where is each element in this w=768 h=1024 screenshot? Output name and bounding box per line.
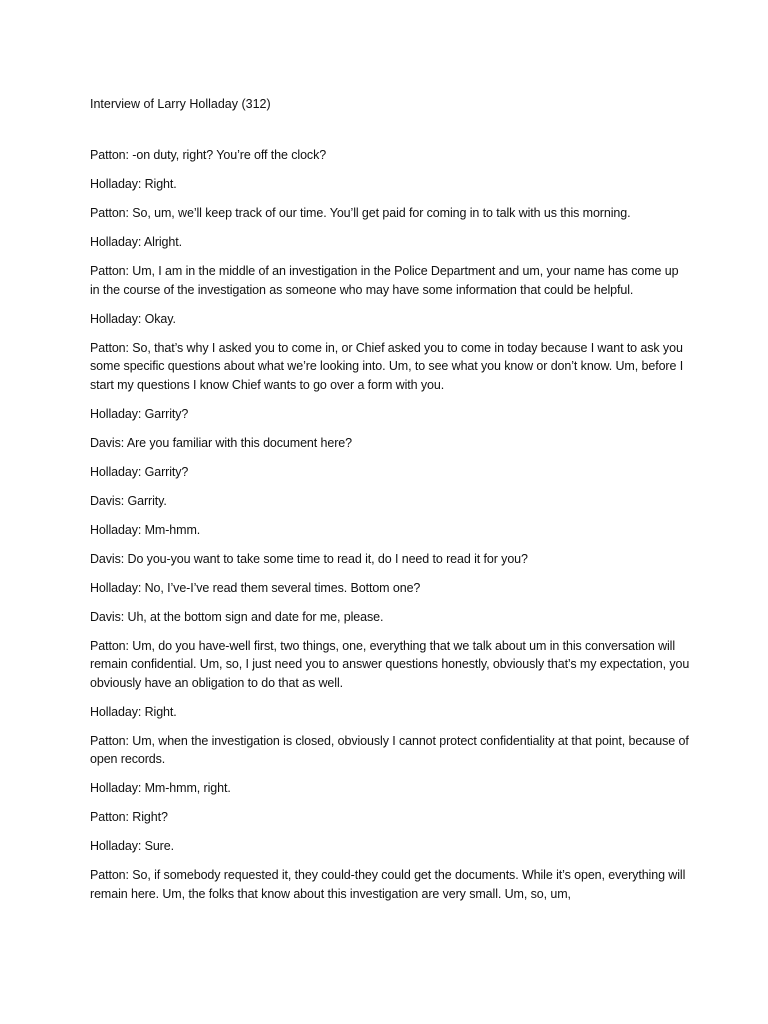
speaker-name: Holladay : [90,781,145,795]
speaker-name: Holladay : [90,177,145,191]
speaker-name: Davis : [90,436,127,450]
utterance-text: Alright. [143,235,183,249]
speaker-name: Davis : [90,610,128,624]
transcript-turn [90,703,690,722]
transcript-turn [90,463,690,482]
utterance-text: Mm-hmm. [144,522,201,537]
speaker-name: Davis : [90,494,128,508]
transcript-turn [90,808,690,827]
transcript-turn [90,866,690,903]
utterance-text: Right? [132,810,168,824]
speaker-name: Patton : [90,341,132,355]
utterance-text: Okay. [144,311,176,326]
transcript-turn [90,608,690,627]
transcript-turn [90,492,690,511]
utterance-text: Right. [144,177,177,191]
utterance-text: Um, when the investigation is closed, obviously I cannot protect confidentiality at that point, because of open records. [90,733,689,766]
utterance-text: Um, I am in the middle of an investigation in the Police Department and um, your name has come up in the course of the investigation as someone who may have some information that could be helpful. [90,264,679,297]
speaker-name: Holladay : [90,523,145,537]
speaker-name: Patton : [90,810,132,824]
speaker-name: Holladay : [90,465,145,479]
transcript-turn [90,579,690,598]
transcript-turn [90,837,690,856]
utterance-text: Garrity? [144,406,189,421]
transcript-turn [90,204,690,223]
utterance-text: So, that’s why I asked you to come in, or Chief asked you to come in today because I want to ask you some specific questions about what we’re looking into. Um, to see what you know or don’t know. Um, before I start my questions I know Chief wants to go over a form with you. [90,340,684,392]
transcript-turn [90,233,690,252]
utterance-text: Garrity? [144,464,189,479]
utterance-text: Are you familiar with this document here? [126,435,353,450]
speaker-name: Patton : [90,734,132,748]
document-title: Interview of Larry Holladay (312) [90,97,271,111]
transcript-turn [90,434,690,453]
utterance-text: -on duty, right? You’re off the clock? [132,148,327,162]
transcript-turn [90,146,690,165]
speaker-name: Holladay : [90,581,145,595]
document-page [90,95,690,914]
utterance-text: Sure. [144,839,174,853]
transcript-turn [90,637,690,693]
speaker-name: Patton : [90,639,132,653]
transcript-turn [90,310,690,329]
speaker-name: Patton : [90,206,132,220]
utterance-text: Garrity. [127,493,167,508]
transcript-turn [90,339,690,395]
transcript-turn [90,262,690,299]
speaker-name: Patton : [90,264,132,278]
transcript-turn [90,521,690,540]
transcript-turn [90,550,690,569]
utterance-text: So, if somebody requested it, they could-they could get the documents. While it’s open, everything will remain here. Um, the folks that know about this investigation are very small. Um, so, um, [90,868,686,901]
speaker-name: Patton : [90,148,132,162]
speaker-name: Holladay : [90,839,145,853]
speaker-name: Holladay : [90,312,145,326]
utterance-text: No, I’ve-I’ve read them several times. Bottom one? [144,580,421,595]
transcript-turn [90,405,690,424]
utterance-text: Do you-you want to take some time to read it, do I need to read it for you? [127,551,528,566]
utterance-text: Right. [144,704,177,719]
transcript-turn [90,175,690,194]
utterance-text: Um, do you have-well first, two things, one, everything that we talk about um in this conversation will remain confidential. Um, so, I just need you to answer questions honestly, obviously that’s my expectation, you obviously have an obligation to do that as well. [90,638,690,690]
speaker-name: Patton : [90,868,132,882]
speaker-name: Holladay : [90,407,145,421]
transcript-turn [90,779,690,798]
utterance-text: Mm-hmm, right. [144,781,231,795]
utterance-text: So, um, we’ll keep track of our time. You’ll get paid for coming in to talk with us this morning. [132,206,631,220]
speaker-name: Davis : [90,552,128,566]
speaker-name: Holladay : [90,705,145,719]
transcript-turn [90,732,690,769]
speaker-name: Holladay : [90,235,144,249]
utterance-text: Uh, at the bottom sign and date for me, please. [127,609,384,624]
